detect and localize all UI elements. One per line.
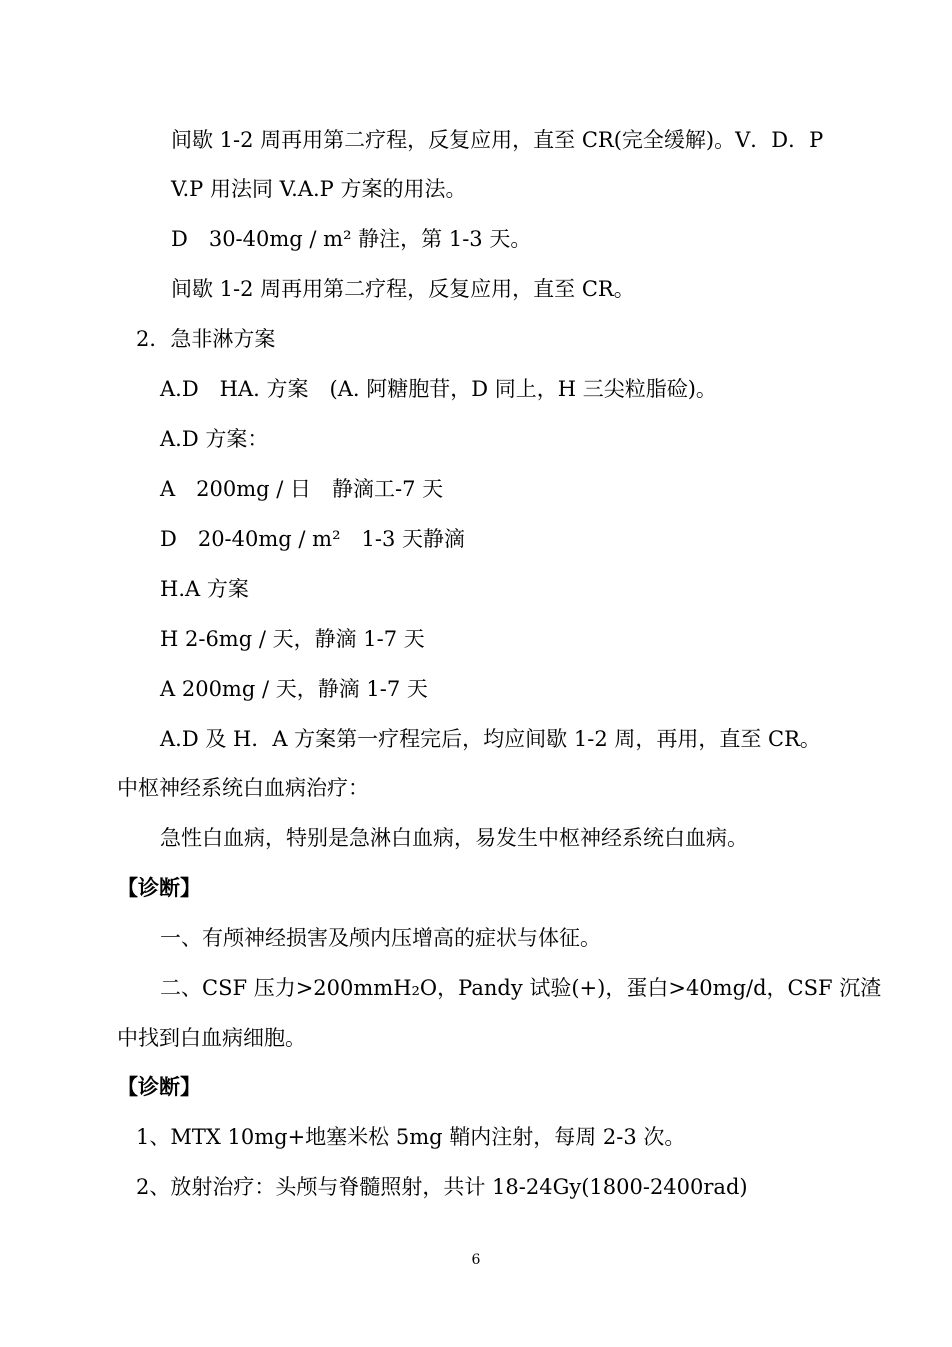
- text-line: 急性白血病，特别是急淋白血病，易发生中枢神经系统白血病。: [160, 826, 748, 850]
- text-line: A 200mg / 天，静滴 1-7 天: [160, 677, 428, 701]
- text-line: 中枢神经系统白血病治疗：: [117, 776, 369, 800]
- text-line: D 30-40mg / m² 静注，第 1-3 天。: [171, 227, 532, 251]
- text-line: H.A 方案: [160, 577, 249, 601]
- text-line: A.D 方案：: [160, 427, 269, 451]
- text-line: 间歇 1-2 周再用第二疗程，反复应用，直至 CR(完全缓解)。V．D．P: [171, 128, 824, 152]
- text-line: A 200mg / 日 静滴工-7 天: [160, 477, 444, 501]
- text-line: 中找到白血病细胞。: [117, 1026, 306, 1050]
- text-line: 1、MTX 10mg+地塞米松 5mg 鞘内注射，每周 2-3 次。: [136, 1125, 686, 1149]
- text-line: 2、放射治疗：头颅与脊髓照射，共计 18-24Gy(1800-2400rad): [136, 1175, 748, 1199]
- section-heading: 【诊断】: [117, 875, 201, 900]
- page-number: 6: [471, 1252, 481, 1268]
- text-line: 一、有颅神经损害及颅内压增高的症状与体征。: [160, 926, 601, 950]
- text-line: V.P 用法同 V.A.P 方案的用法。: [171, 177, 467, 201]
- text-line: A.D 及 H．A 方案第一疗程完后，均应间歇 1-2 周，再用，直至 CR。: [160, 727, 821, 751]
- section-heading: 2．急非淋方案: [136, 327, 276, 351]
- text-line: 间歇 1-2 周再用第二疗程，反复应用，直至 CR。: [171, 277, 635, 301]
- text-line: 二、CSF 压力>200mmH₂O，Pandy 试验(+)，蛋白>40mg/d，CSF 沉渣: [160, 976, 882, 1000]
- text-line: D 20-40mg / m² 1-3 天静滴: [160, 527, 465, 551]
- text-line: H 2-6mg / 天，静滴 1-7 天: [160, 627, 425, 651]
- section-heading: 【诊断】: [117, 1074, 201, 1099]
- text-line: A.D HA. 方案 (A. 阿糖胞苷，D 同上，H 三尖粒脂硷)。: [160, 377, 717, 401]
